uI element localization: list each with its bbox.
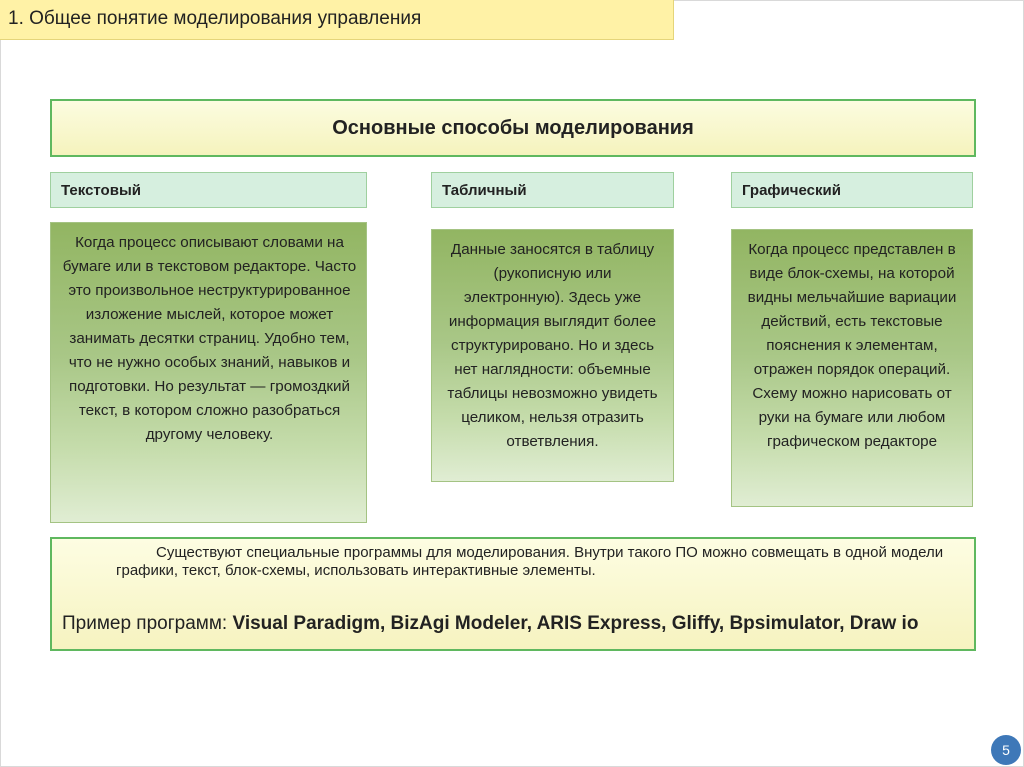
method-description-graphic: Когда процесс представлен в виде блок-схемы, на которой видны мельчайшие вариации действий, есть текстовые пояснения к элементам, отражен порядок операций. Схему можно нарисовать от руки на бумаге или любом графическом редакторе [731,229,973,507]
method-description-text: Когда процесс описывают словами на бумаге или в текстовом редакторе. Часто это произвольное неструктурированное изложение мыслей, которое может занимать десятки страниц. Удобно тем, что не нужно особых знаний, навыков и подготовки. Но результат — громоздкий текст, в котором сложно разобраться другому человеку. [50,222,367,523]
method-header-graphic: Графический [731,172,973,208]
software-examples [62,613,918,635]
method-header-text: Текстовый [50,172,367,208]
page-number-badge: 5 [991,735,1021,765]
main-heading-box [50,99,976,157]
examples-list: Visual Paradigm, BizAgi Modeler, ARIS Express, Gliffy, Bpsimulator, Draw io [232,613,919,634]
examples-label: Пример программ: [62,613,233,634]
main-heading: Основные способы моделирования [332,116,694,139]
method-header-table: Табличный [431,172,674,208]
method-description-table: Данные заносятся в таблицу (рукописную или электронную). Здесь уже информация выглядит более структурировано. Но и здесь нет наглядности: объемные таблицы невозможно увидеть целиком, нельзя отразить ответвления. [431,229,674,482]
software-box [50,537,976,651]
software-description: Существуют специальные программы для моделирования. Внутри такого ПО можно совмещать в одной модели графики, текст, блок-схемы, использовать интерактивные элементы. [116,544,944,579]
slide-title-banner [0,0,674,40]
slide-title: 1. Общее понятие моделирования управления [8,8,422,29]
